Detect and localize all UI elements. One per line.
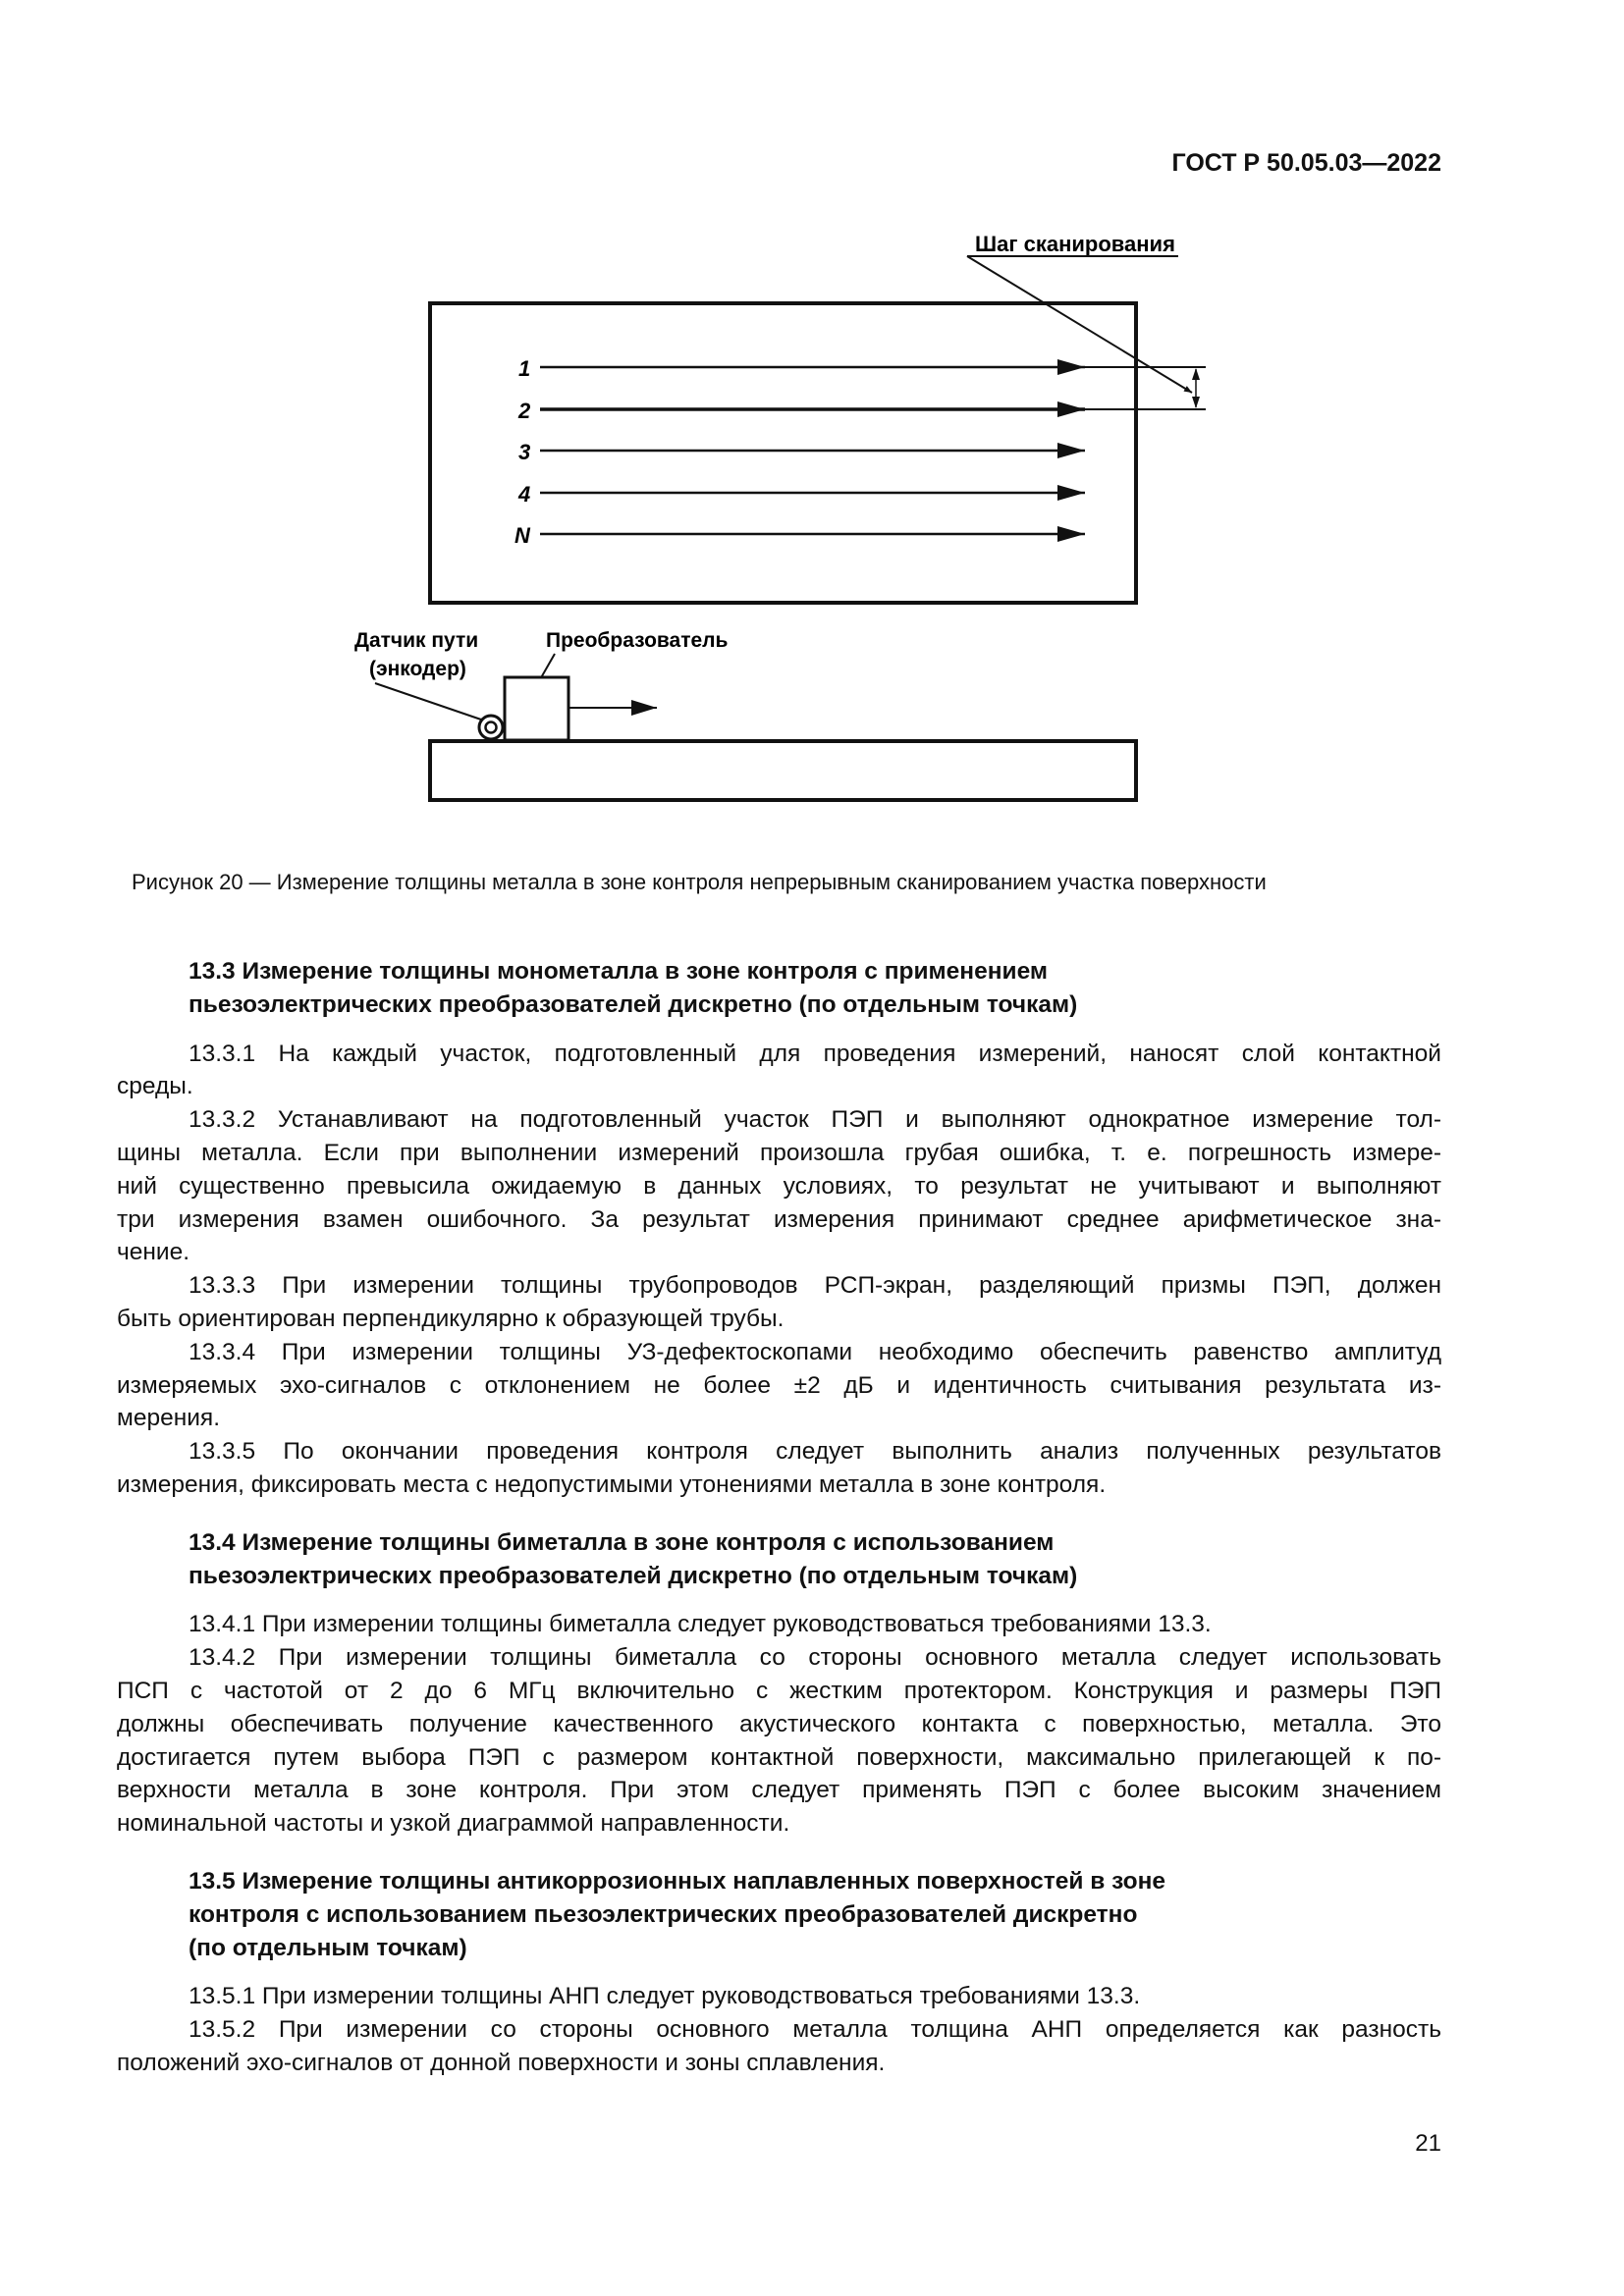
svg-text:N: N	[514, 523, 530, 548]
heading-line: 13.5 Измерение толщины антикоррозионных наплавленных поверхностей в зоне	[189, 1867, 1166, 1895]
section-heading	[189, 955, 1441, 1022]
text-line: 13.4.2 При измерении толщины биметалла со стороны основного металла следует использовать	[189, 1644, 1441, 1672]
heading-line: контроля с использованием пьезоэлектрических преобразователей дискретно	[189, 1900, 1138, 1928]
figure-caption: Рисунок 20 — Измерение толщины металла в зоне контроля непрерывным сканированием участка поверхности	[132, 870, 1267, 894]
scan-step-label: Шаг сканирования	[975, 232, 1175, 256]
paragraph	[117, 1336, 1441, 1435]
heading-line: 13.4 Измерение толщины биметалла в зоне контроля с использованием	[189, 1528, 1055, 1556]
scan-passes	[514, 356, 1085, 548]
heading-line: 13.3 Измерение толщины монометалла в зоне контроля с применением	[189, 958, 1049, 985]
inspection-zone-top-view	[430, 303, 1136, 603]
text-line: 13.3.2 Устанавливают на подготовленный участок ПЭП и выполняют однократное измерение тол-	[189, 1106, 1441, 1134]
encoder-label: Датчик пути	[354, 629, 479, 652]
heading-line: пьезоэлектрических преобразователей дискретно (по отдельным точкам)	[189, 1562, 1078, 1589]
text-line: быть ориентирован перпендикулярно к образующей трубы.	[117, 1305, 785, 1332]
scan-step-leader	[967, 256, 1192, 393]
transducer-box	[505, 677, 568, 740]
text-line: 13.3.5 По окончании проведения контроля следует выполнить анализ полученных результатов	[189, 1438, 1441, 1466]
text-line: номинальной частоты и узкой диаграммой направленности.	[117, 1810, 790, 1838]
figure-20-diagram	[0, 0, 1624, 864]
encoder-label-sub: (энкодер)	[369, 658, 466, 680]
section-heading	[189, 1865, 1441, 1964]
heading-line: (по отдельным точкам)	[189, 1934, 467, 1961]
svg-text:1: 1	[518, 356, 531, 381]
svg-text:4: 4	[518, 482, 531, 507]
text-line: 13.3.3 При измерении толщины трубопроводов РСП-экран, разделяющий призмы ПЭП, должен	[189, 1272, 1441, 1300]
text-line: 13.3.4 При измерении толщины УЗ-дефектоскопами необходимо обеспечить равенство амплитуд	[189, 1338, 1441, 1365]
svg-text:2: 2	[518, 399, 531, 423]
text-line: ний существенно превысила ожидаемую в данных условиях, то результат не учитывают и выполняют	[117, 1172, 1441, 1200]
scan-pass-n	[514, 523, 1085, 548]
paragraph	[117, 2013, 1441, 2080]
heading-line: пьезоэлектрических преобразователей дискретно (по отдельным точкам)	[189, 990, 1078, 1018]
page-number: 21	[1415, 2130, 1441, 2157]
paragraph	[117, 1641, 1441, 1841]
svg-text:3: 3	[518, 440, 531, 464]
document-id-header: ГОСТ Р 50.05.03—2022	[1171, 149, 1441, 177]
text-line: измерения, фиксировать места с недопустимыми утонениями металла в зоне контроля.	[117, 1470, 1107, 1498]
section-heading	[189, 1526, 1441, 1593]
paragraph	[117, 1038, 1441, 1104]
scan-pass-4	[517, 482, 1085, 507]
scan-pass-1	[518, 356, 1085, 381]
paragraph	[117, 1103, 1441, 1269]
text-line: мерения.	[117, 1405, 221, 1432]
text-line: 13.5.1 При измерении толщины АНП следует руководствоваться требованиями 13.3.	[189, 1983, 1141, 2010]
paragraph	[117, 1608, 1441, 1641]
scan-pass-3	[518, 440, 1085, 464]
text-line: 13.3.1 На каждый участок, подготовленный для проведения измерений, наносят слой контактной	[189, 1040, 1441, 1067]
text-line: измеряемых эхо-сигналов с отклонением не более ±2 дБ и идентичность считывания результата из-	[117, 1371, 1441, 1399]
text-line: верхности металла в зоне контроля. При этом следует применять ПЭП с более высоким значением	[117, 1777, 1441, 1804]
text-line: щины металла. Если при выполнении измерений произошла грубая ошибка, т. е. погрешность измере-	[117, 1139, 1441, 1166]
text-line: чение.	[117, 1239, 190, 1266]
document-body	[117, 955, 1441, 2080]
text-line: среды.	[117, 1073, 193, 1100]
paragraph	[117, 1269, 1441, 1336]
text-line: 13.5.2 При измерении со стороны основного металла толщина АНП определяется как разность	[189, 2016, 1441, 2044]
encoder-leader	[375, 683, 481, 720]
text-line: достигается путем выбора ПЭП с размером контактной поверхности, максимально прилегающей к по-	[117, 1743, 1441, 1771]
text-line: 13.4.1 При измерении толщины биметалла следует руководствоваться требованиями 13.3.	[189, 1611, 1212, 1638]
inspected-object-side-view	[430, 741, 1136, 800]
scan-pass-2	[517, 399, 1085, 423]
transducer-label: Преобразователь	[546, 629, 729, 652]
text-line: положений эхо-сигналов от донной поверхности и зоны сплавления.	[117, 2049, 886, 2076]
text-line: три измерения взамен ошибочного. За результат измерения принимают среднее арифметическое зна-	[117, 1205, 1441, 1233]
text-line: ПСП с частотой от 2 до 6 МГц включительно с жестким протектором. Конструкция и размеры ПЭП	[117, 1677, 1441, 1704]
paragraph	[117, 1435, 1441, 1502]
text-line: должны обеспечивать получение качественного акустического контакта с поверхностью, металла. Это	[117, 1710, 1441, 1737]
paragraph	[117, 1980, 1441, 2013]
